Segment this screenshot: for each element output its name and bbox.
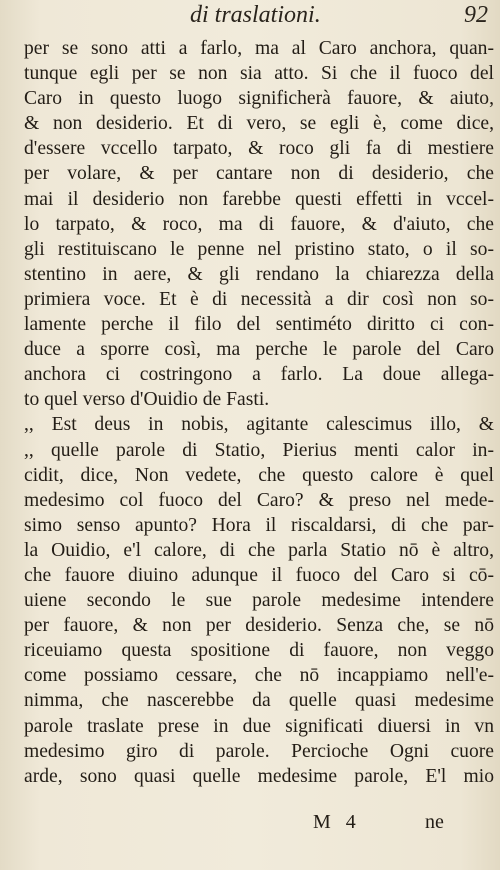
text-line: duce a sporre così, ma perche le parole del Caro xyxy=(24,339,494,361)
text-line: per volare, & per cantare non di desiderio, che xyxy=(24,163,494,185)
text-line: parole traslate prese in due significati diuersi in vn xyxy=(24,715,494,737)
body-text xyxy=(24,36,494,789)
text-line: mai il desiderio non farebbe questi effetti in vccel- xyxy=(24,188,494,210)
text-line: che fauore diuino adunque il fuoco del Caro si cō- xyxy=(24,564,494,586)
text-line: per fauore, & non per desiderio. Senza che, se nō xyxy=(24,615,494,637)
text-line: lamente perche il filo del sentiméto diritto ci con- xyxy=(24,314,494,336)
text-line: & non desiderio. Et di vero, se egli è, come dice, xyxy=(24,113,494,135)
text-line: to quel verso d'Ouidio de Fasti. xyxy=(24,389,270,411)
text-line: medesimo giro di parole. Percioche Ogni cuore xyxy=(24,740,494,762)
catchword: ne xyxy=(425,811,444,833)
text-line: stentino in aere, & gli rendano la chiarezza della xyxy=(24,263,494,285)
text-line: primiera voce. Et è di necessità a dir così non so- xyxy=(24,288,494,310)
text-line: gli restituiscano le penne nel pristino stato, o il so- xyxy=(24,238,494,260)
text-line: tunque egli per se non sia atto. Si che il fuoco del xyxy=(24,63,494,85)
page-footer xyxy=(0,811,500,845)
text-line: uiene secondo le sue parole medesime intendere xyxy=(24,590,494,612)
text-line: d'essere vccello tarpato, & roco gli fa di mestiere xyxy=(24,138,494,160)
text-line: anchora ci costringono a farlo. La doue allega- xyxy=(24,364,494,386)
signature-mark: M 4 xyxy=(313,811,356,833)
text-line: Caro in questo luogo significherà fauore, & aiuto, xyxy=(24,88,494,110)
text-line: arde, sono quasi quelle medesime parole, E'l mio xyxy=(24,765,494,787)
text-line: lo tarpato, & roco, ma di fauore, & d'aiuto, che xyxy=(24,213,494,235)
quotation-line: ,, quelle parole di Statio, Pierius menti calor in- xyxy=(24,439,494,461)
text-line: come possiamo cessare, che nō incappiamo nell'e- xyxy=(24,665,494,687)
quotation-line: ,, Est deus in nobis, agitante calescimus illo, & xyxy=(24,414,494,436)
text-line: medesimo col fuoco del Caro? & preso nel mede- xyxy=(24,489,494,511)
text-line: nimma, che nascerebbe da quelle quasi medesime xyxy=(24,690,494,712)
text-line: simo senso apunto? Hora il riscaldarsi, di che par- xyxy=(24,514,494,536)
running-title: di traslationi. xyxy=(190,2,321,28)
running-head xyxy=(0,2,500,36)
text-line: la Ouidio, e'l calore, di che parla Statio nō è altro, xyxy=(24,539,494,561)
page-number: 92 xyxy=(464,2,488,28)
text-line: riceuiamo questa spositione di fauore, non veggo xyxy=(24,640,494,662)
text-line: cidit, dice, Non vedete, che questo calore è quel xyxy=(24,464,494,486)
text-line: per se sono atti a farlo, ma al Caro anchora, quan- xyxy=(24,38,494,59)
